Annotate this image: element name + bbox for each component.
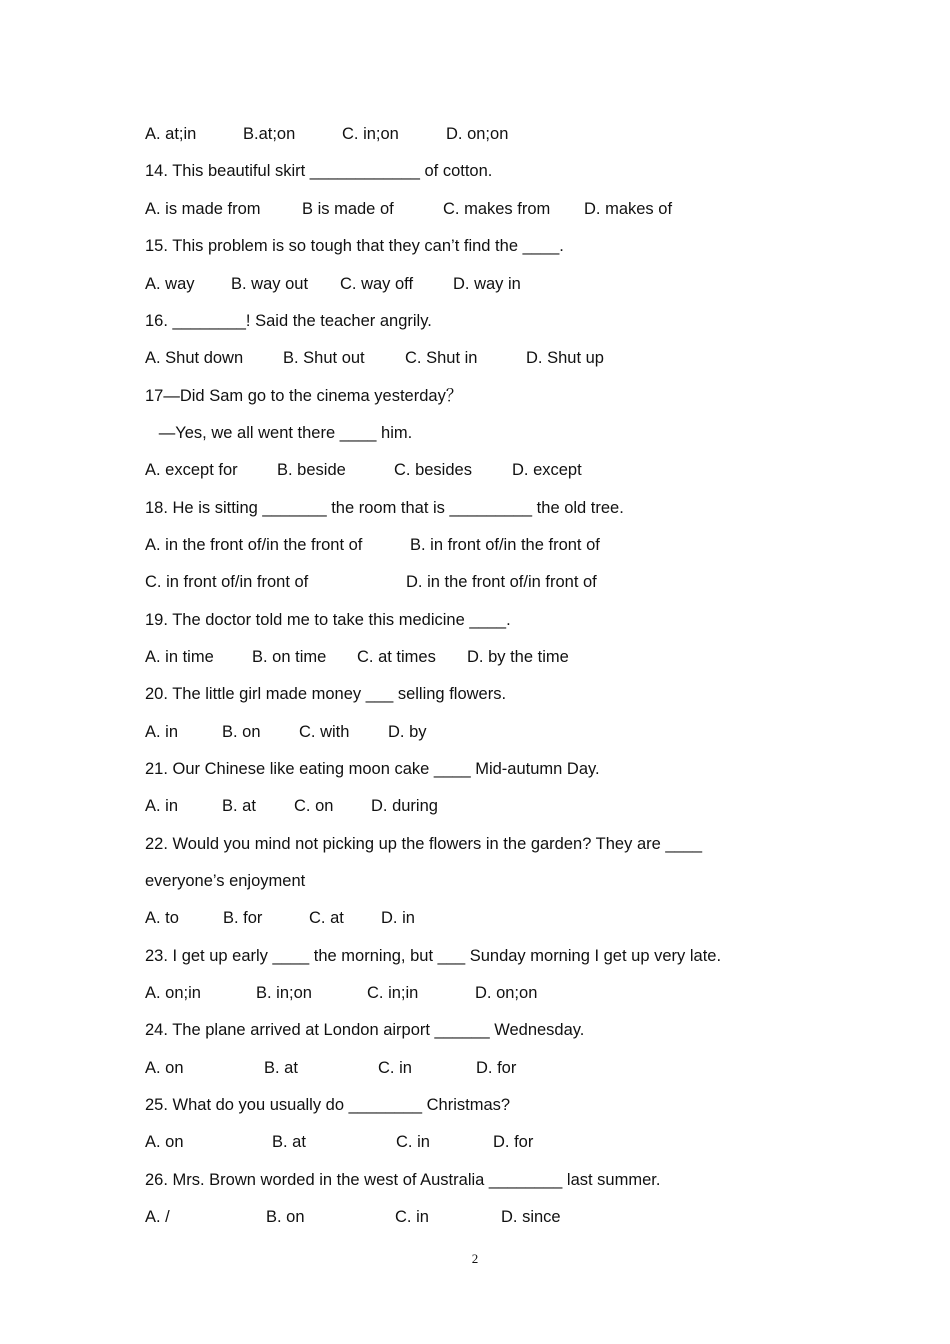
answer-option: B. at	[272, 1133, 306, 1151]
answer-option: B. on	[222, 723, 261, 741]
answer-option: B. at	[264, 1059, 298, 1077]
answer-option: D. by the time	[467, 648, 569, 666]
answer-option: C. at	[309, 909, 344, 927]
answer-options	[145, 1058, 845, 1078]
answer-option: C. in	[378, 1059, 412, 1077]
answer-option: B. in;on	[256, 984, 312, 1002]
answer-option: A. in	[145, 797, 179, 815]
answer-option: B. at	[222, 797, 256, 815]
question-text: —Yes, we all went there ____ him.	[145, 424, 413, 442]
question-text: 22. Would you mind not picking up the flowers in the garden? They are ____	[145, 835, 703, 853]
answer-options	[145, 460, 845, 480]
answer-option: B. on time	[252, 648, 327, 666]
answer-option: B. for	[223, 909, 263, 927]
answer-option: A. Shut down	[145, 349, 244, 367]
question-text: 25. What do you usually do ________ Christmas?	[145, 1096, 511, 1114]
answer-option: C. besides	[394, 461, 472, 479]
answer-options	[145, 983, 845, 1003]
answer-option: B. on	[266, 1208, 305, 1226]
answer-option: A. at;in	[145, 125, 197, 143]
page-number: 2	[471, 1251, 479, 1266]
answer-options	[145, 722, 845, 742]
answer-options	[145, 124, 845, 144]
answer-option: A. is made from	[145, 200, 261, 218]
answer-option: A. except for	[145, 461, 238, 479]
answer-options	[145, 348, 845, 368]
question-text: 16. ________! Said the teacher angrily.	[145, 312, 432, 330]
answer-option: A. on;in	[145, 984, 201, 1002]
answer-option: A. in	[145, 723, 179, 741]
answer-option: C. in;on	[342, 125, 399, 143]
question-text: 23. I get up early ____ the morning, but ___ Sunday morning I get up very late.	[145, 947, 722, 965]
answer-option: D. on;on	[446, 125, 509, 143]
answer-options	[145, 908, 845, 928]
answer-options	[145, 274, 845, 294]
question-text: 20. The little girl made money ___ selling flowers.	[145, 685, 507, 703]
answer-option: A. in the front of/in the front of	[145, 536, 363, 554]
answer-option: C. in	[395, 1208, 429, 1226]
answer-options	[145, 535, 845, 555]
answer-option: D. makes of	[584, 200, 673, 218]
answer-option: B. Shut out	[283, 349, 365, 367]
answer-option: C. Shut in	[405, 349, 478, 367]
question-text: 17—Did Sam go to the cinema yesterday？	[145, 387, 463, 405]
answer-option: D. in	[381, 909, 415, 927]
answer-options	[145, 1132, 845, 1152]
answer-option: D. on;on	[475, 984, 538, 1002]
answer-option: C. in	[396, 1133, 430, 1151]
question-text: everyone’s enjoyment	[145, 872, 306, 890]
answer-option: A. to	[145, 909, 179, 927]
answer-option: B. beside	[277, 461, 346, 479]
question-text: 14. This beautiful skirt ____________ of cotton.	[145, 162, 493, 180]
answer-option: B. way out	[231, 275, 309, 293]
answer-option: D. for	[493, 1133, 534, 1151]
answer-option: D. for	[476, 1059, 517, 1077]
question-text: 18. He is sitting _______ the room that is _________ the old tree.	[145, 499, 624, 517]
answer-option: D. except	[512, 461, 582, 479]
answer-option: B.at;on	[243, 125, 296, 143]
answer-option: B is made of	[302, 200, 394, 218]
answer-option: C. makes from	[443, 200, 551, 218]
answer-option: A. /	[145, 1208, 170, 1226]
answer-option: C. in;in	[367, 984, 419, 1002]
answer-option: D. in the front of/in front of	[406, 573, 597, 591]
answer-option: D. Shut up	[526, 349, 604, 367]
answer-option: C. with	[299, 723, 350, 741]
answer-option: C. way off	[340, 275, 414, 293]
answer-option: C. at times	[357, 648, 436, 666]
answer-options	[145, 572, 845, 592]
answer-options	[145, 796, 845, 816]
answer-option: D. way in	[453, 275, 521, 293]
answer-option: C. in front of/in front of	[145, 573, 309, 591]
question-text: 26. Mrs. Brown worded in the west of Australia ________ last summer.	[145, 1171, 661, 1189]
question-text: 21. Our Chinese like eating moon cake ____ Mid-autumn Day.	[145, 760, 600, 778]
answer-option: A. way	[145, 275, 195, 293]
answer-option: A. on	[145, 1133, 184, 1151]
answer-options	[145, 199, 845, 219]
answer-option: D. during	[371, 797, 438, 815]
answer-option: D. by	[388, 723, 427, 741]
question-text: 15. This problem is so tough that they can’t find the ____.	[145, 237, 564, 255]
answer-option: D. since	[501, 1208, 561, 1226]
answer-option: A. on	[145, 1059, 184, 1077]
answer-option: C. on	[294, 797, 334, 815]
question-text: 24. The plane arrived at London airport ______ Wednesday.	[145, 1021, 585, 1039]
answer-option: A. in time	[145, 648, 214, 666]
answer-options	[145, 647, 845, 667]
answer-option: B. in front of/in the front of	[410, 536, 600, 554]
answer-options	[145, 1207, 845, 1227]
question-text: 19. The doctor told me to take this medicine ____.	[145, 611, 511, 629]
